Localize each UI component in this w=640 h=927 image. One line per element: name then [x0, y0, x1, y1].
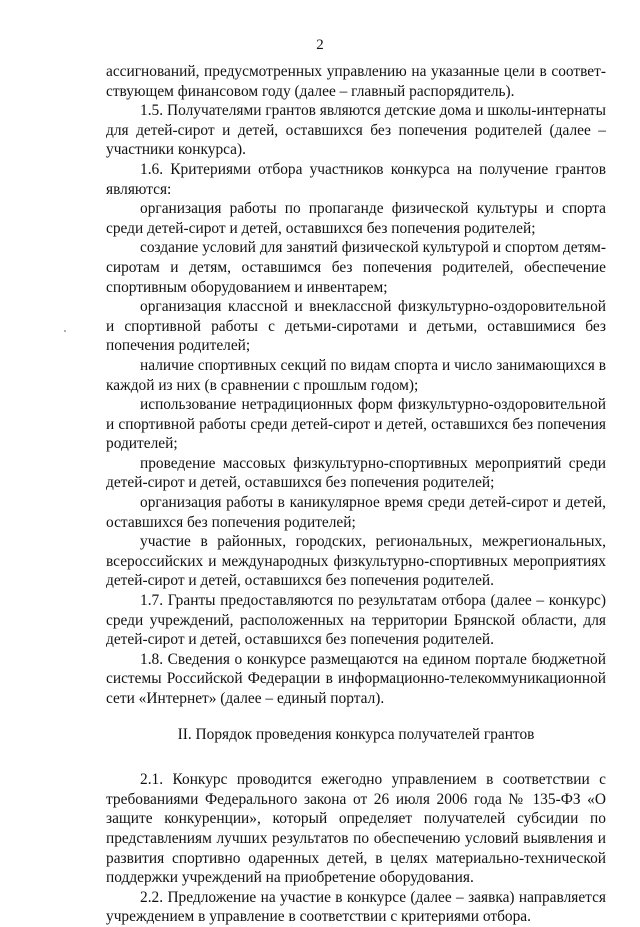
margin-mark: [64, 330, 66, 332]
paragraph: проведение массовых физкультурно-спортивных мероприятий среди детей-сирот и детей, оставшихся без попечения родителей;: [106, 454, 606, 492]
paragraph: 1.5. Получателями грантов являются детские дома и школы-интернаты для детей-сирот и детей, оставшихся без попечения родителей (далее – участники конкурса).: [106, 102, 606, 159]
paragraph: наличие спортивных секций по видам спорта и число занимающихся в каждой из них (в сравнении с прошлым годом);: [106, 356, 606, 394]
section-heading: II. Порядок проведения конкурса получателей грантов: [177, 725, 535, 743]
document-body: [106, 62, 606, 927]
paragraph: создание условий для занятий физической культурой и спортом детям-сиротам и детям, оставшимся без попечения родителей, обеспечение спортивным оборудованием и инвентарем;: [106, 239, 606, 296]
paragraph: использование нетрадиционных форм физкультурно-оздоровительной и спортивной работы среди детей-сирот и детей, оставшихся без попечения родителей;: [106, 396, 606, 453]
paragraph: 2.1. Конкурс проводится ежегодно управлением в соответствии с требованиями Федерального закона от 26 июля 2006 года № 135-ФЗ «О защите конкуренции», который определяет получателей субсидии по представлениям лучших результатов по обеспечению условий выявления и развития спортивно одаренных детей, в целях материально-технической поддержки учреждений на приобретение оборудования.: [106, 771, 606, 887]
paragraph: организация классной и внеклассной физкультурно-оздоровительной и спортивной работы с детьми-сиротами и детьми, оставшимися без попечения родителей;: [106, 298, 606, 355]
paragraph: участие в районных, городских, региональных, межрегиональных, всероссийских и международных физкультурно-спортивных мероприятиях детей-сирот и детей, оставшихся без попечения родителей.: [106, 533, 606, 590]
paragraph: 1.7. Гранты предоставляются по результатам отбора (далее – конкурс) среди учреждений, расположенных на территории Брянской области, для детей-сирот и детей, оставшихся без попечения родителей.: [106, 592, 606, 649]
paragraph: 2.2. Предложение на участие в конкурсе (далее – заявка) направляется учреждением в управление в соответствии с критериями отбора.: [106, 888, 606, 926]
paragraph: ассигнований, предусмотренных управлению на указанные цели в соответствующем финансовом году (далее – главный распорядитель).: [106, 63, 606, 100]
paragraph: организация работы в каникулярное время среди детей-сирот и детей, оставшихся без попечения родителей;: [106, 494, 606, 531]
paragraph: 1.6. Критериями отбора участников конкурса на получение грантов являются:: [106, 160, 606, 198]
paragraph: 1.8. Сведения о конкурсе размещаются на едином портале бюджетной системы Российской Федерации в информационно-телекоммуникационной сети «Интернет» (далее – единый портал).: [106, 650, 606, 707]
page-number: 2: [316, 37, 324, 53]
paragraph: организация работы по пропаганде физической культуры и спорта среди детей-сирот и детей, оставшихся без попечения родителей;: [106, 200, 606, 237]
